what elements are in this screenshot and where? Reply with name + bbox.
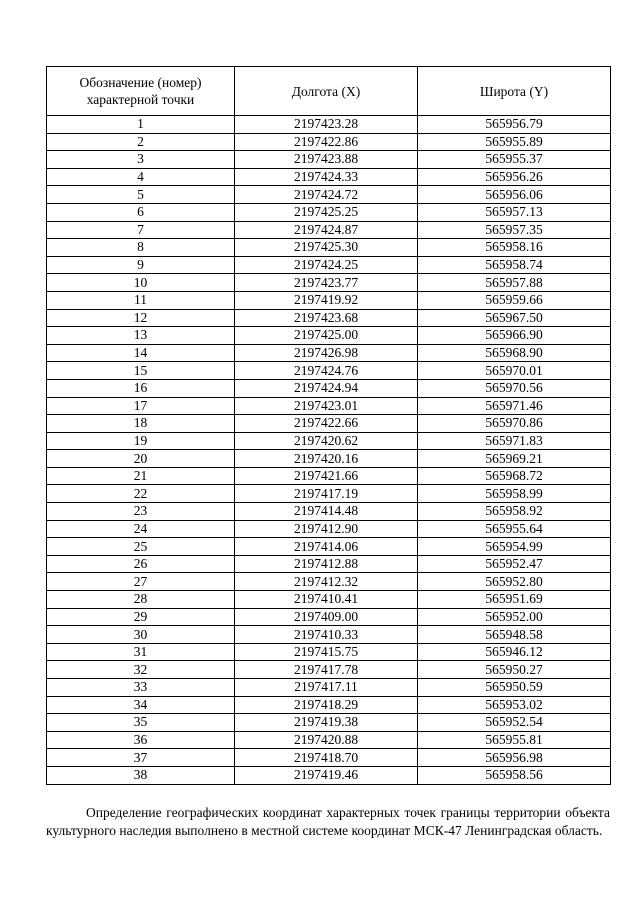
- longitude-cell: 2197410.33: [235, 626, 418, 644]
- point-number-cell: 13: [47, 327, 235, 345]
- table-row: [47, 432, 611, 450]
- latitude-cell: 565952.80: [418, 573, 611, 591]
- longitude-cell: 2197420.16: [235, 450, 418, 468]
- longitude-cell: 2197419.46: [235, 766, 418, 784]
- table-row: [47, 362, 611, 380]
- point-number-cell: 23: [47, 503, 235, 521]
- point-number-cell: 26: [47, 555, 235, 573]
- point-number-cell: 27: [47, 573, 235, 591]
- point-number-cell: 17: [47, 397, 235, 415]
- header-latitude-label: Широта (Y): [479, 83, 549, 99]
- table-row: [47, 327, 611, 345]
- point-number-cell: 33: [47, 679, 235, 697]
- longitude-cell: 2197420.88: [235, 731, 418, 749]
- point-number-cell: 4: [47, 168, 235, 186]
- longitude-cell: 2197415.75: [235, 643, 418, 661]
- latitude-cell: 565956.79: [418, 116, 611, 134]
- point-number-cell: 8: [47, 239, 235, 257]
- longitude-cell: 2197419.92: [235, 291, 418, 309]
- longitude-cell: 2197422.86: [235, 133, 418, 151]
- point-number-cell: 7: [47, 221, 235, 239]
- latitude-cell: 565946.12: [418, 643, 611, 661]
- point-number-cell: 35: [47, 714, 235, 732]
- table-row: [47, 591, 611, 609]
- point-number-cell: 11: [47, 291, 235, 309]
- table-row: [47, 555, 611, 573]
- longitude-cell: 2197419.38: [235, 714, 418, 732]
- table-row: [47, 203, 611, 221]
- longitude-cell: 2197412.32: [235, 573, 418, 591]
- latitude-cell: 565952.54: [418, 714, 611, 732]
- longitude-cell: 2197424.33: [235, 168, 418, 186]
- point-number-cell: 16: [47, 379, 235, 397]
- point-number-cell: 29: [47, 608, 235, 626]
- longitude-cell: 2197412.88: [235, 555, 418, 573]
- latitude-cell: 565968.90: [418, 344, 611, 362]
- latitude-cell: 565951.69: [418, 591, 611, 609]
- point-number-cell: 30: [47, 626, 235, 644]
- point-number-cell: 2: [47, 133, 235, 151]
- longitude-cell: 2197423.01: [235, 397, 418, 415]
- latitude-cell: 565968.72: [418, 467, 611, 485]
- point-number-cell: 3: [47, 151, 235, 169]
- point-number-cell: 5: [47, 186, 235, 204]
- table-row: [47, 221, 611, 239]
- header-point-number: [47, 67, 235, 116]
- point-number-cell: 36: [47, 731, 235, 749]
- point-number-cell: 24: [47, 520, 235, 538]
- longitude-cell: 2197414.06: [235, 538, 418, 556]
- coordinates-table: [46, 66, 611, 785]
- longitude-cell: 2197423.28: [235, 116, 418, 134]
- longitude-cell: 2197426.98: [235, 344, 418, 362]
- table-row: [47, 467, 611, 485]
- table-row: [47, 291, 611, 309]
- longitude-cell: 2197417.78: [235, 661, 418, 679]
- longitude-cell: 2197425.00: [235, 327, 418, 345]
- latitude-cell: 565970.01: [418, 362, 611, 380]
- point-number-cell: 38: [47, 766, 235, 784]
- latitude-cell: 565959.66: [418, 291, 611, 309]
- latitude-cell: 565971.46: [418, 397, 611, 415]
- table-row: [47, 344, 611, 362]
- table-row: [47, 626, 611, 644]
- table-row: [47, 415, 611, 433]
- latitude-cell: 565955.37: [418, 151, 611, 169]
- longitude-cell: 2197421.66: [235, 467, 418, 485]
- table-row: [47, 133, 611, 151]
- table-row: [47, 766, 611, 784]
- latitude-cell: 565956.98: [418, 749, 611, 767]
- longitude-cell: 2197424.25: [235, 256, 418, 274]
- header-point-number-label: Обозначение (номер) характерной точки: [79, 75, 202, 107]
- table-row: [47, 239, 611, 257]
- longitude-cell: 2197414.48: [235, 503, 418, 521]
- table-row: [47, 151, 611, 169]
- point-number-cell: 34: [47, 696, 235, 714]
- table-row: [47, 168, 611, 186]
- table-row: [47, 520, 611, 538]
- point-number-cell: 21: [47, 467, 235, 485]
- table-row: [47, 714, 611, 732]
- latitude-cell: 565948.58: [418, 626, 611, 644]
- latitude-cell: 565956.26: [418, 168, 611, 186]
- latitude-cell: 565957.88: [418, 274, 611, 292]
- latitude-cell: 565952.47: [418, 555, 611, 573]
- longitude-cell: 2197409.00: [235, 608, 418, 626]
- point-number-cell: 14: [47, 344, 235, 362]
- latitude-cell: 565958.16: [418, 239, 611, 257]
- longitude-cell: 2197423.68: [235, 309, 418, 327]
- table-row: [47, 661, 611, 679]
- longitude-cell: 2197410.41: [235, 591, 418, 609]
- longitude-cell: 2197423.77: [235, 274, 418, 292]
- header-latitude: [418, 67, 611, 116]
- longitude-cell: 2197417.11: [235, 679, 418, 697]
- longitude-cell: 2197420.62: [235, 432, 418, 450]
- table-body: [47, 116, 611, 785]
- table-row: [47, 696, 611, 714]
- latitude-cell: 565956.06: [418, 186, 611, 204]
- latitude-cell: 565958.99: [418, 485, 611, 503]
- longitude-cell: 2197424.72: [235, 186, 418, 204]
- latitude-cell: 565955.64: [418, 520, 611, 538]
- latitude-cell: 565966.90: [418, 327, 611, 345]
- point-number-cell: 12: [47, 309, 235, 327]
- latitude-cell: 565970.86: [418, 415, 611, 433]
- table-row: [47, 309, 611, 327]
- longitude-cell: 2197422.66: [235, 415, 418, 433]
- latitude-cell: 565958.92: [418, 503, 611, 521]
- point-number-cell: 20: [47, 450, 235, 468]
- table-row: [47, 379, 611, 397]
- table-row: [47, 186, 611, 204]
- latitude-cell: 565957.13: [418, 203, 611, 221]
- longitude-cell: 2197417.19: [235, 485, 418, 503]
- table-row: [47, 397, 611, 415]
- point-number-cell: 28: [47, 591, 235, 609]
- point-number-cell: 25: [47, 538, 235, 556]
- latitude-cell: 565953.02: [418, 696, 611, 714]
- longitude-cell: 2197418.29: [235, 696, 418, 714]
- table-row: [47, 274, 611, 292]
- latitude-cell: 565967.50: [418, 309, 611, 327]
- latitude-cell: 565950.59: [418, 679, 611, 697]
- latitude-cell: 565971.83: [418, 432, 611, 450]
- latitude-cell: 565954.99: [418, 538, 611, 556]
- table-row: [47, 450, 611, 468]
- point-number-cell: 31: [47, 643, 235, 661]
- table-row: [47, 256, 611, 274]
- latitude-cell: 565955.81: [418, 731, 611, 749]
- latitude-cell: 565955.89: [418, 133, 611, 151]
- table-row: [47, 679, 611, 697]
- point-number-cell: 9: [47, 256, 235, 274]
- table-row: [47, 608, 611, 626]
- footnote-paragraph: Определение географических координат характерных точек границы территории объекта культурного наследия выполнено в местной системе координат МСК-47 Ленинградская область.: [46, 804, 610, 838]
- header-row: [47, 67, 611, 116]
- table-row: [47, 749, 611, 767]
- point-number-cell: 22: [47, 485, 235, 503]
- table-row: [47, 503, 611, 521]
- longitude-cell: 2197424.87: [235, 221, 418, 239]
- point-number-cell: 15: [47, 362, 235, 380]
- table-row: [47, 643, 611, 661]
- longitude-cell: 2197418.70: [235, 749, 418, 767]
- point-number-cell: 37: [47, 749, 235, 767]
- table-row: [47, 485, 611, 503]
- table-row: [47, 731, 611, 749]
- table-row: [47, 573, 611, 591]
- header-longitude-label: Долгота (X): [291, 83, 361, 99]
- latitude-cell: 565970.56: [418, 379, 611, 397]
- longitude-cell: 2197425.25: [235, 203, 418, 221]
- point-number-cell: 10: [47, 274, 235, 292]
- latitude-cell: 565969.21: [418, 450, 611, 468]
- header-longitude: [235, 67, 418, 116]
- latitude-cell: 565957.35: [418, 221, 611, 239]
- latitude-cell: 565958.56: [418, 766, 611, 784]
- table-row: [47, 538, 611, 556]
- latitude-cell: 565958.74: [418, 256, 611, 274]
- point-number-cell: 18: [47, 415, 235, 433]
- longitude-cell: 2197423.88: [235, 151, 418, 169]
- longitude-cell: 2197412.90: [235, 520, 418, 538]
- latitude-cell: 565952.00: [418, 608, 611, 626]
- point-number-cell: 6: [47, 203, 235, 221]
- point-number-cell: 32: [47, 661, 235, 679]
- longitude-cell: 2197424.76: [235, 362, 418, 380]
- point-number-cell: 1: [47, 116, 235, 134]
- point-number-cell: 19: [47, 432, 235, 450]
- latitude-cell: 565950.27: [418, 661, 611, 679]
- table-row: [47, 116, 611, 134]
- longitude-cell: 2197425.30: [235, 239, 418, 257]
- longitude-cell: 2197424.94: [235, 379, 418, 397]
- table-header: [47, 67, 611, 116]
